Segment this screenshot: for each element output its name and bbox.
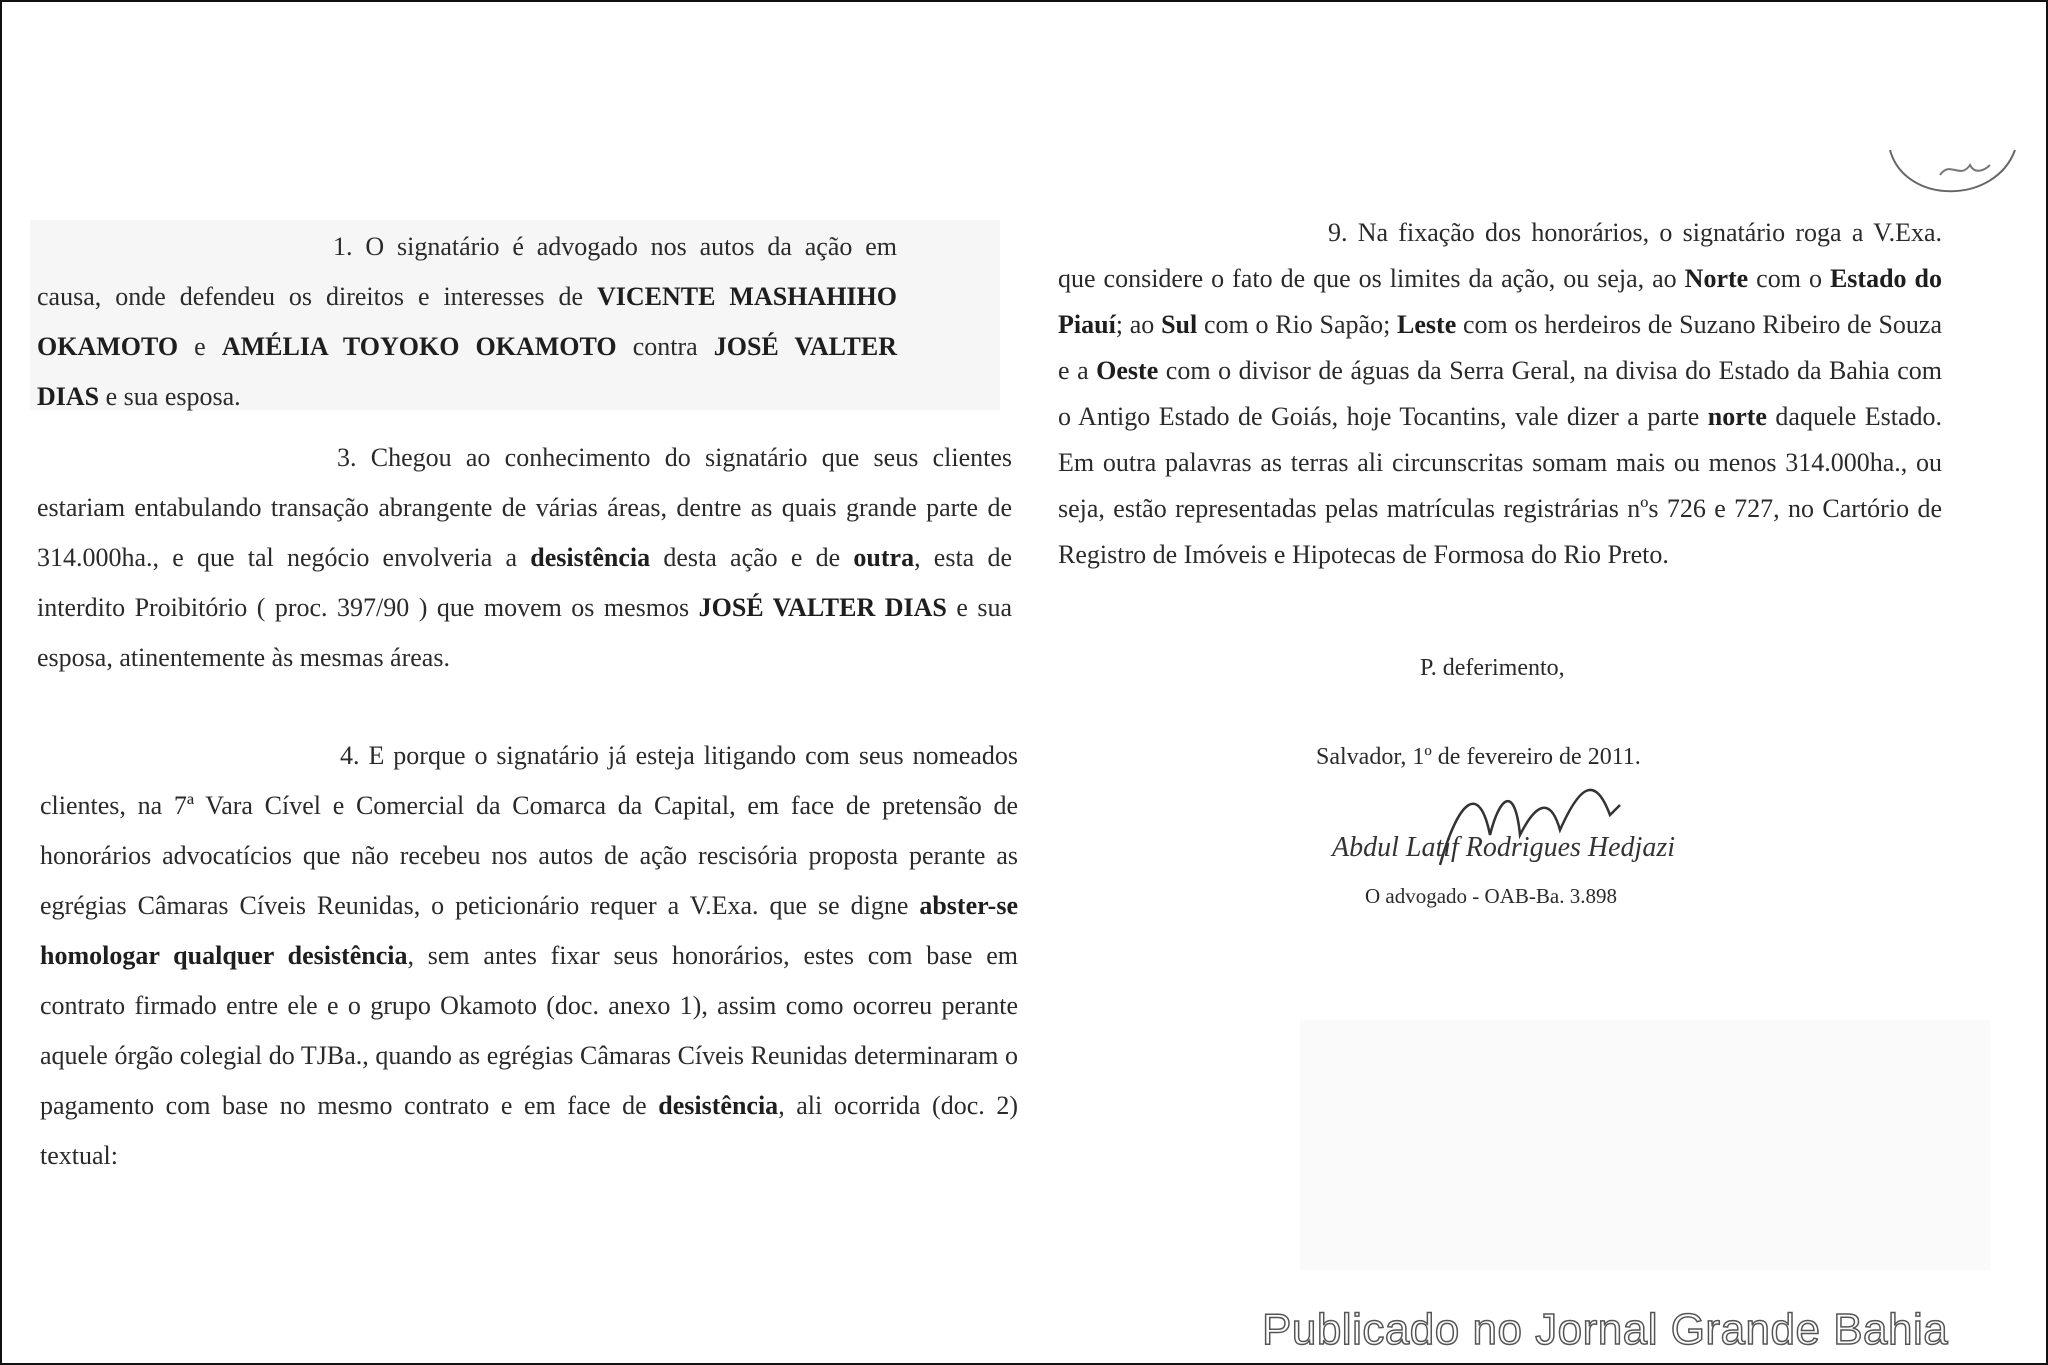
bold-text-segment: desistência	[530, 543, 651, 572]
bold-text-segment: Norte	[1684, 264, 1749, 293]
text-segment: 4. E porque o signatário já esteja litigando com seus nomeados clientes, na 7ª Vara Cível e Comercial da Comarca da Capital, em face de pretensão de honorários advocatícios que não recebeu nos autos de ação rescisória proposta perante as egrégias Câmaras Cíveis Reunidas, o peticionário requer a V.Exa. que se digne	[40, 741, 1018, 920]
signer-name: Abdul Latif Rodrigues Hedjazi	[1332, 832, 1675, 863]
text-segment: 9. Na fixação dos honorários, o signatário roga a V.Exa. que considere o fato de que os limites da ação, ou seja, ao	[1058, 218, 1942, 293]
text-segment: daquele Estado. Em outra palavras as terras ali circunscritas somam mais ou menos 314.000ha., ou seja, estão representadas pelas matrículas registrárias nºs 726 e 727, no Cartório de Registro de Imóveis e Hipotecas de Formosa do Rio Preto.	[1058, 402, 1942, 569]
text-segment: , sem antes fixar seus honorários, estes com base em contrato firmado entre ele e o grupo Okamoto (doc. anexo 1), assim como ocorreu perante aquele órgão colegial do TJBa., quando as egrégias Câmaras Cíveis Reunidas determinaram o pagamento com base no mesmo contrato e em face de	[40, 941, 1019, 1120]
text-segment: e sua esposa, atinentemente às mesmas áreas.	[37, 593, 1012, 672]
text-segment: e	[178, 332, 222, 361]
paragraph-9	[1058, 210, 1942, 578]
initials-stamp	[1885, 145, 2020, 210]
paragraph-3	[37, 433, 1012, 683]
text-segment: ; ao	[1115, 310, 1162, 339]
text-segment: , ali ocorrida (doc. 2) textual:	[40, 1091, 1018, 1170]
bold-text-segment: Oeste	[1096, 356, 1159, 385]
bold-text-segment: JOSÉ VALTER DIAS	[698, 593, 947, 622]
bold-text-segment: outra	[853, 543, 915, 572]
bold-text-segment: AMÉLIA TOYOKO OKAMOTO	[221, 332, 617, 361]
place-date: Salvador, 1º de fevereiro de 2011.	[1316, 744, 1641, 770]
text-segment: 3. Chegou ao conhecimento do signatário que seus clientes estariam entabulando transação abrangente de várias áreas, dentre as quais grande parte de 314.000ha., e que tal negócio envolveria a	[37, 443, 1012, 572]
text-segment: com os herdeiros de Suzano Ribeiro de Souza e a	[1058, 310, 1942, 385]
closing-text: P. deferimento,	[1420, 655, 1565, 681]
bold-text-segment: Leste	[1397, 310, 1457, 339]
text-segment: com o divisor de águas da Serra Geral, na divisa do Estado da Bahia com o Antigo Estado de Goiás, hoje Tocantins, vale dizer a parte	[1058, 356, 1942, 431]
text-segment: e sua esposa.	[99, 382, 241, 411]
bold-text-segment: VICENTE MASHAHIHO OKAMOTO	[37, 282, 897, 361]
text-segment: 1. O signatário é advogado nos autos da ação em causa, onde defendeu os direitos e interesses de	[37, 232, 897, 311]
text-segment: , esta de interdito Proibitório ( proc. 397/90 ) que movem os mesmos	[37, 543, 1012, 622]
bold-text-segment: Sul	[1161, 310, 1198, 339]
text-segment: com o	[1748, 264, 1830, 293]
bold-text-segment: abster-se homologar qualquer desistência	[40, 891, 1018, 970]
bold-text-segment: desistência	[658, 1091, 779, 1120]
paragraph-4	[40, 731, 1018, 1181]
bold-text-segment: norte	[1707, 402, 1767, 431]
text-segment: contra	[616, 332, 714, 361]
text-segment: com o Rio Sapão;	[1197, 310, 1398, 339]
signer-title: O advogado - OAB-Ba. 3.898	[1365, 884, 1617, 908]
bold-text-segment: JOSÉ VALTER DIAS	[37, 332, 898, 411]
bold-text-segment: Estado do Piauí	[1058, 264, 1942, 339]
text-segment: desta ação e de	[650, 543, 854, 572]
signature-scribble	[1420, 775, 1660, 885]
scan-shade	[1300, 1020, 1990, 1270]
watermark-text: Publicado no Jornal Grande Bahia	[1262, 1305, 1949, 1354]
paragraph-1	[37, 222, 897, 422]
